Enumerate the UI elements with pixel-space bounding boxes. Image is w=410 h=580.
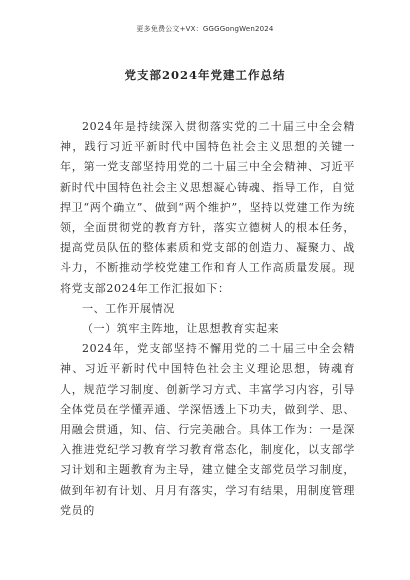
body-paragraph: 2024年，党支部坚持不懈用党的二十届三中全会精神、习近平新时代中国特色社会主义理论思想，铸魂育人，规范学习制度、创新学习方式、丰富学习内容，引导全体党员在学懂弄通、学深悟透上下功夫，做到学、思、用融会贯通，知、信、行完美融合。具体工作为：一是深入推进党纪学习教育学习教育常态化，制度化，以支部学习计划和主题教育为主导，建立健全支部党员学习制度，做到年初有计划、月月有落实，学习有结果，用制度管理党员的 bbox=[60, 342, 355, 517]
section-heading: 一、工作开展情况 bbox=[82, 301, 175, 315]
subsection-heading: （一）筑牢主阵地，让思想教育实起来 bbox=[82, 322, 280, 336]
document-title: 党支部2024年党建工作总结 bbox=[124, 68, 286, 82]
header-note: 更多免费公文+VX：GGGGongWen2024 bbox=[136, 25, 274, 33]
document-body bbox=[60, 117, 355, 521]
intro-paragraph: 2024年是持续深入贯彻落实党的二十届三中全会精神，践行习近平新时代中国特色社会主义思想的关键一年，第一党支部坚持用党的二十届三中全会精神、习近平新时代中国特色社会主义思想凝心铸魂、指导工作，自觉捍卫“两个确立”、做到“两个维护”，坚持以党建工作为统领，全面贯彻党的教育方针，落实立德树人的根本任务，提高党员队伍的整体素质和党支部的创造力、凝聚力、战斗力，不断推动学校党建工作和育人工作高质量发展。现将党支部2024年工作汇报如下： bbox=[60, 120, 355, 295]
